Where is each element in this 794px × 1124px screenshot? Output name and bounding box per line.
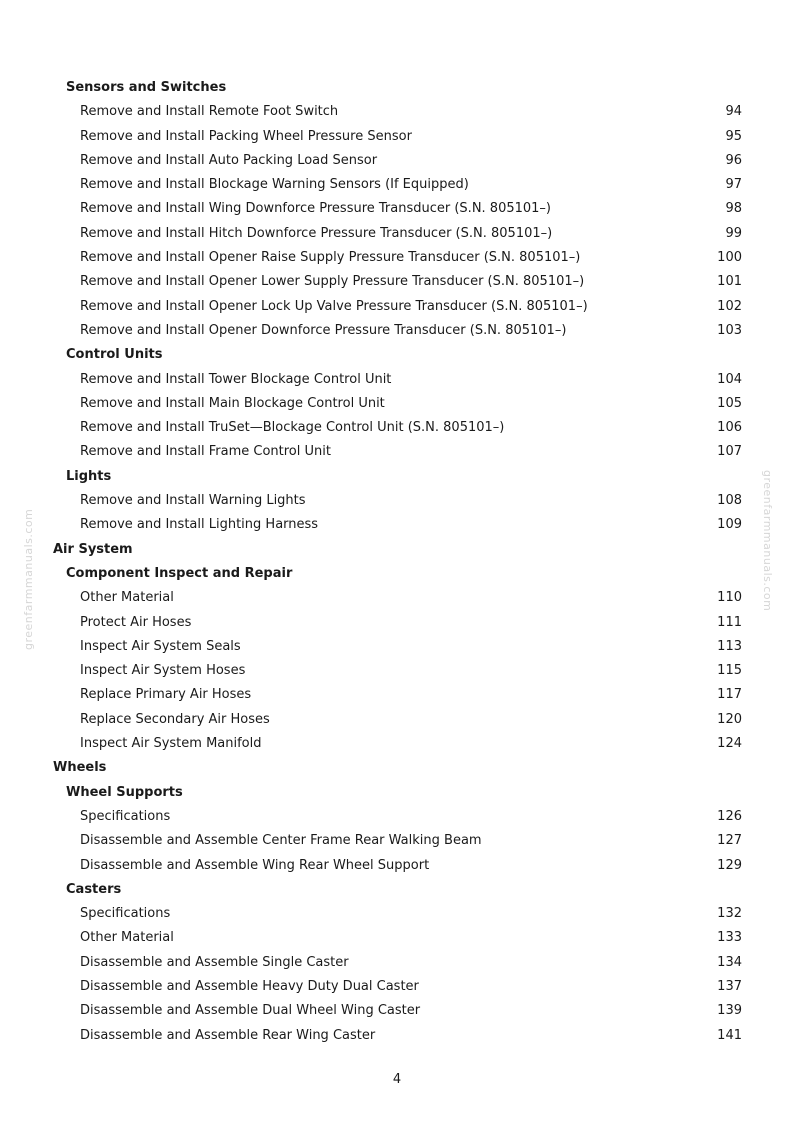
toc-entry-page: 109: [717, 517, 742, 533]
toc-entry-page: 94: [725, 104, 742, 120]
toc-entry-title: Remove and Install Frame Control Unit: [80, 444, 331, 460]
toc-entry[interactable]: [0, 489, 794, 513]
toc-entry[interactable]: [0, 197, 794, 221]
toc-entry-title: Disassemble and Assemble Center Frame Rear Walking Beam: [80, 833, 482, 849]
toc-entry-page: 133: [717, 930, 742, 946]
toc-entry-page: 141: [717, 1027, 742, 1043]
toc-subsection-heading: Sensors and Switches: [66, 80, 227, 95]
toc-entry-title: Other Material: [80, 590, 174, 606]
toc-entry-title: Specifications: [80, 808, 171, 824]
toc-entry-title: Remove and Install Lighting Harness: [80, 517, 319, 533]
toc-entry-title: Remove and Install Remote Foot Switch: [80, 104, 339, 120]
toc-entry-title: Other Material: [80, 930, 174, 946]
toc-entry-page: 107: [717, 444, 742, 460]
toc-entry-title: Disassemble and Assemble Rear Wing Caster: [80, 1027, 376, 1043]
toc-entry[interactable]: [0, 586, 794, 610]
toc-entry-page: 96: [725, 152, 742, 168]
toc-entry-page: 110: [717, 590, 742, 606]
toc-entry-title: Protect Air Hoses: [80, 614, 192, 630]
toc-entry[interactable]: [0, 635, 794, 659]
watermark-right: greenfarmmanuals.com: [761, 470, 774, 612]
toc-entry-page: 105: [717, 395, 742, 411]
toc-entry-title: Disassemble and Assemble Single Caster: [80, 954, 349, 970]
toc-subsection-heading: Control Units: [66, 347, 163, 363]
toc-entry[interactable]: [0, 270, 794, 294]
toc-entry-page: 115: [717, 663, 742, 679]
toc-entry[interactable]: [0, 683, 794, 707]
toc-entry[interactable]: [0, 319, 794, 343]
toc-entry-title: Remove and Install TruSet—Blockage Control Unit (S.N. 805101–): [80, 420, 505, 436]
toc-entry-page: 113: [717, 638, 742, 654]
toc-entry[interactable]: [0, 805, 794, 829]
toc-entry-page: 127: [717, 833, 742, 849]
table-of-contents: [0, 76, 794, 1048]
page-number: 4: [392, 1072, 402, 1087]
toc-section-heading: Air System: [53, 541, 133, 557]
toc-entry[interactable]: [0, 975, 794, 999]
toc-entry-page: 134: [717, 954, 742, 970]
toc-entry-title: Remove and Install Hitch Downforce Pressure Transducer (S.N. 805101–): [80, 225, 553, 241]
toc-entry[interactable]: [0, 854, 794, 878]
toc-entry-title: Remove and Install Tower Blockage Control Unit: [80, 371, 392, 387]
toc-entry-title: Inspect Air System Manifold: [80, 736, 262, 752]
toc-entry-title: Remove and Install Wing Downforce Pressure Transducer (S.N. 805101–): [80, 201, 552, 217]
toc-subsection-heading: Casters: [66, 881, 122, 897]
toc-entry-title: Disassemble and Assemble Wing Rear Wheel Support: [80, 857, 430, 873]
toc-entry[interactable]: [0, 926, 794, 950]
toc-subsection-heading: Component Inspect and Repair: [66, 565, 293, 581]
toc-entry-title: Inspect Air System Hoses: [80, 663, 246, 679]
toc-entry-page: 103: [717, 322, 742, 338]
toc-entry-title: Remove and Install Blockage Warning Sensors (If Equipped): [80, 177, 469, 193]
toc-entry[interactable]: [0, 392, 794, 416]
toc-entry-page: 111: [717, 614, 742, 630]
toc-entry-title: Remove and Install Opener Lock Up Valve Pressure Transducer (S.N. 805101–): [80, 298, 588, 314]
toc-entry[interactable]: [0, 513, 794, 537]
toc-entry[interactable]: [0, 246, 794, 270]
toc-entry-page: 104: [717, 371, 742, 387]
toc-entry-title: Remove and Install Main Blockage Control Unit: [80, 395, 385, 411]
toc-entry[interactable]: [0, 440, 794, 464]
toc-entry-page: 98: [725, 201, 742, 217]
toc-entry-page: 100: [717, 250, 742, 266]
toc-entry-page: 139: [717, 1003, 742, 1019]
toc-entry[interactable]: [0, 829, 794, 853]
toc-entry-page: 106: [717, 420, 742, 436]
toc-section-heading: Wheels: [53, 760, 107, 776]
toc-entry[interactable]: [0, 951, 794, 975]
toc-entry[interactable]: [0, 100, 794, 124]
toc-subsection-heading: Lights: [66, 468, 112, 484]
toc-entry-title: Replace Primary Air Hoses: [80, 687, 252, 703]
toc-entry-page: 102: [717, 298, 742, 314]
toc-entry-page: 132: [717, 906, 742, 922]
toc-entry-page: 99: [725, 225, 742, 241]
toc-entry[interactable]: [0, 295, 794, 319]
toc-entry[interactable]: [0, 173, 794, 197]
toc-entry-page: 101: [717, 274, 742, 290]
toc-entry-page: 108: [717, 493, 742, 509]
toc-entry-title: Specifications: [80, 906, 171, 922]
toc-entry[interactable]: [0, 125, 794, 149]
toc-entry-title: Disassemble and Assemble Heavy Duty Dual Caster: [80, 978, 419, 994]
toc-entry[interactable]: [0, 902, 794, 926]
toc-entry-page: 137: [717, 978, 742, 994]
toc-entry-title: Replace Secondary Air Hoses: [80, 711, 270, 727]
toc-entry[interactable]: [0, 1024, 794, 1048]
toc-entry[interactable]: [0, 611, 794, 635]
toc-entry-title: Remove and Install Packing Wheel Pressure Sensor: [80, 128, 412, 144]
toc-entry-page: 117: [717, 687, 742, 703]
toc-entry-page: 97: [725, 177, 742, 193]
toc-entry-page: 129: [717, 857, 742, 873]
toc-entry-title: Remove and Install Opener Lower Supply Pressure Transducer (S.N. 805101–): [80, 274, 585, 290]
toc-entry-page: 120: [717, 711, 742, 727]
toc-entry-title: Disassemble and Assemble Dual Wheel Wing Caster: [80, 1003, 421, 1019]
toc-entry[interactable]: [0, 708, 794, 732]
toc-entry-title: Remove and Install Opener Raise Supply Pressure Transducer (S.N. 805101–): [80, 250, 581, 266]
toc-entry[interactable]: [0, 368, 794, 392]
toc-entry-title: Remove and Install Auto Packing Load Sensor: [80, 152, 378, 168]
watermark-left: greenfarmmanuals.com: [22, 508, 35, 650]
toc-entry[interactable]: [0, 222, 794, 246]
toc-entry[interactable]: [0, 149, 794, 173]
toc-entry[interactable]: [0, 416, 794, 440]
toc-entry-page: 126: [717, 808, 742, 824]
toc-entry[interactable]: [0, 659, 794, 683]
toc-entry[interactable]: [0, 999, 794, 1023]
toc-subsection-heading: Wheel Supports: [66, 784, 183, 800]
toc-entry-title: Remove and Install Warning Lights: [80, 493, 306, 509]
toc-entry[interactable]: [0, 732, 794, 756]
toc-entry-page: 95: [725, 128, 742, 144]
toc-entry-title: Remove and Install Opener Downforce Pressure Transducer (S.N. 805101–): [80, 322, 567, 338]
toc-entry-page: 124: [717, 736, 742, 752]
toc-entry-title: Inspect Air System Seals: [80, 638, 241, 654]
